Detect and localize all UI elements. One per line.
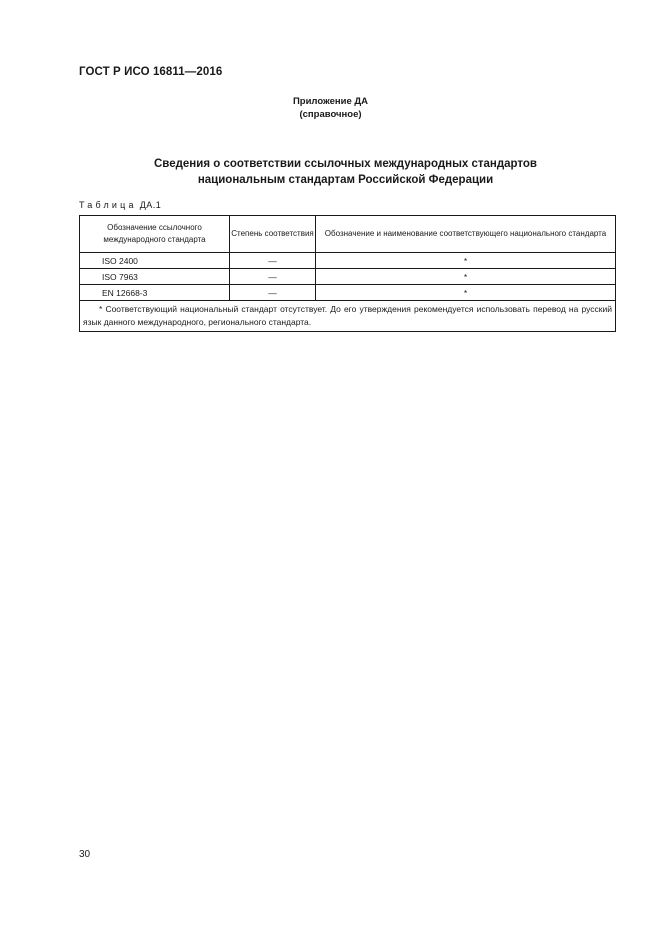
cell-national-standard: * [316, 285, 616, 301]
cell-international-standard: EN 12668-3 [80, 285, 230, 301]
table-caption [79, 200, 161, 210]
cell-national-standard: * [316, 253, 616, 269]
section-title-line-1: Сведения о соответствии ссылочных международных стандартов [153, 158, 537, 170]
appendix-type: (справочное) [299, 109, 362, 120]
header-international-standard: Обозначение ссылочного международного стандарта [80, 216, 230, 253]
appendix-label: Приложение ДА [292, 96, 369, 107]
section-title-line-2: национальным стандартам Российской Федерации [197, 174, 494, 186]
cell-international-standard: ISO 2400 [80, 253, 230, 269]
header-national-standard: Обозначение и наименование соответствующего национального стандарта [316, 216, 616, 253]
cell-national-standard: * [316, 269, 616, 285]
appendix-heading [0, 95, 661, 121]
section-title [0, 156, 661, 188]
table-row [80, 269, 616, 285]
cell-degree-of-conformity: — [230, 253, 316, 269]
correspondence-table [79, 215, 616, 332]
cell-degree-of-conformity: — [230, 285, 316, 301]
table-row [80, 285, 616, 301]
cell-degree-of-conformity: — [230, 269, 316, 285]
table-footnote-row [80, 301, 616, 332]
page-number: 30 [79, 849, 91, 860]
table-caption-number: ДА.1 [136, 200, 162, 210]
document-designation: ГОСТ Р ИСО 16811—2016 [79, 66, 223, 78]
table-footnote [80, 301, 616, 332]
table-footnote-text: * Соответствующий национальный стандарт отсутствует. До его утверждения рекомендуется использовать перевод на русский язык данного международного, регионального стандарта. [83, 304, 612, 327]
cell-international-standard: ISO 7963 [80, 269, 230, 285]
table-header-row [80, 216, 616, 253]
table-caption-prefix: Таблица [79, 200, 137, 210]
header-degree-of-conformity: Степень соответствия [230, 216, 316, 253]
table-row [80, 253, 616, 269]
